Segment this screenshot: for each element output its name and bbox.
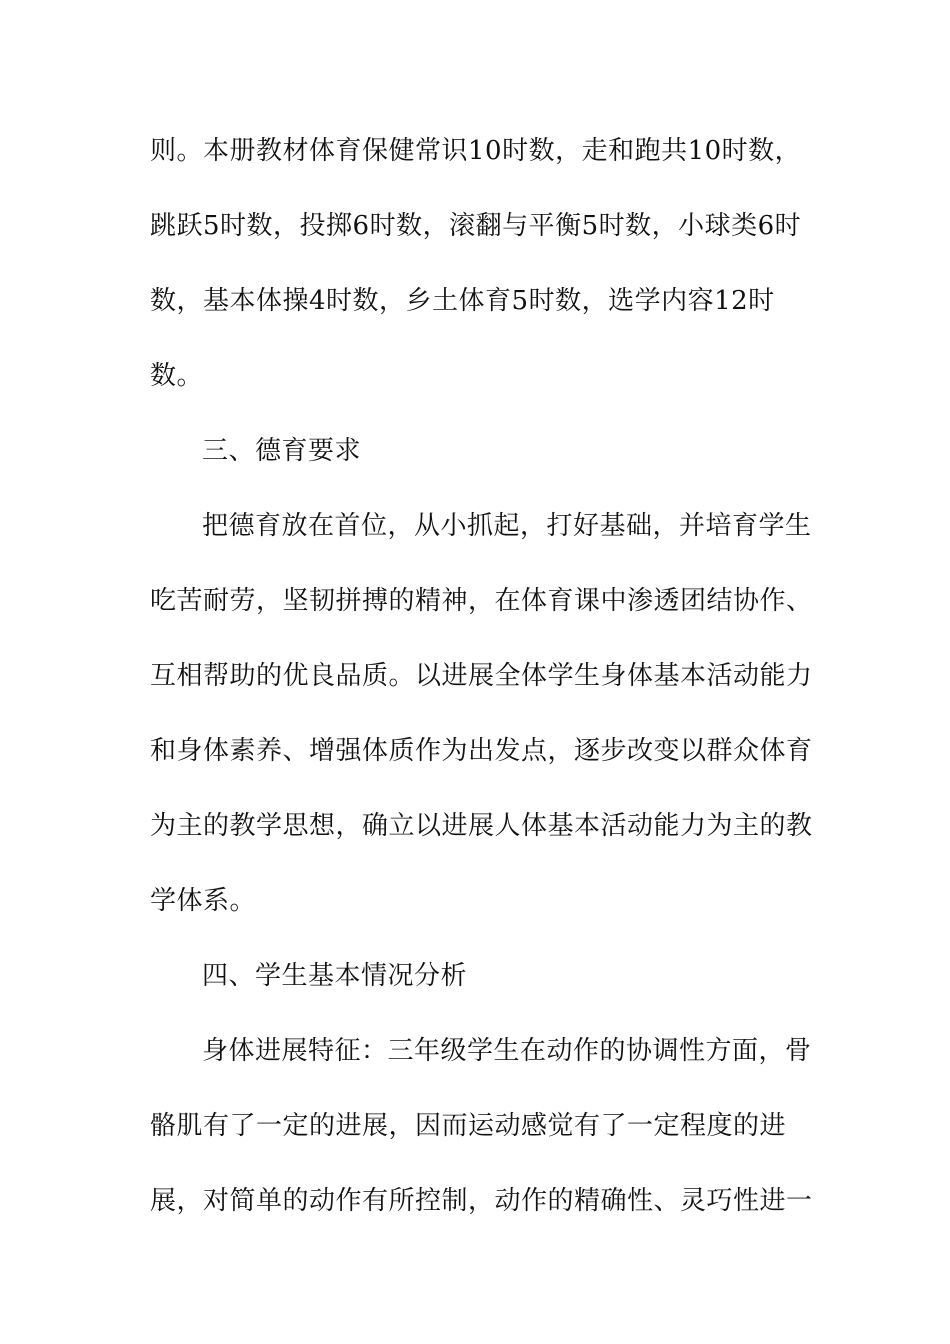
body-text-line: 和身体素养、增强体质作为出发点，逐步改变以群众体育 [150, 736, 813, 766]
body-text-line: 数。 [150, 361, 204, 391]
body-text-line: 为主的教学思想，确立以进展人体基本活动能力为主的教 [150, 811, 813, 841]
body-text-line: 把德育放在首位，从小抓起，打好基础，并培育学生 [202, 511, 812, 541]
body-text-line: 跳跃5时数，投掷6时数，滚翻与平衡5时数，小球类6时 [150, 211, 802, 241]
body-text-line: 吃苦耐劳，坚韧拼搏的精神，在体育课中渗透团结协作、 [150, 586, 813, 616]
body-text-line: 数，基本体操4时数，乡土体育5时数，选学内容12时 [150, 286, 775, 316]
body-text-line: 骼肌有了一定的进展，因而运动感觉有了一定程度的进 [150, 1111, 787, 1141]
section-heading-student-analysis: 四、学生基本情况分析 [202, 961, 468, 991]
section-heading-moral-education: 三、德育要求 [202, 436, 362, 466]
body-text-line: 展，对简单的动作有所控制，动作的精确性、灵巧性进一 [150, 1186, 813, 1216]
body-text-line: 则。本册教材体育保健常识10时数，走和跑共10时数， [150, 136, 802, 166]
body-text-line: 互相帮助的优良品质。以进展全体学生身体基本活动能力 [150, 661, 813, 691]
body-text-line: 身体进展特征：三年级学生在动作的协调性方面，骨 [202, 1036, 812, 1066]
body-text-line: 学体系。 [150, 886, 257, 916]
